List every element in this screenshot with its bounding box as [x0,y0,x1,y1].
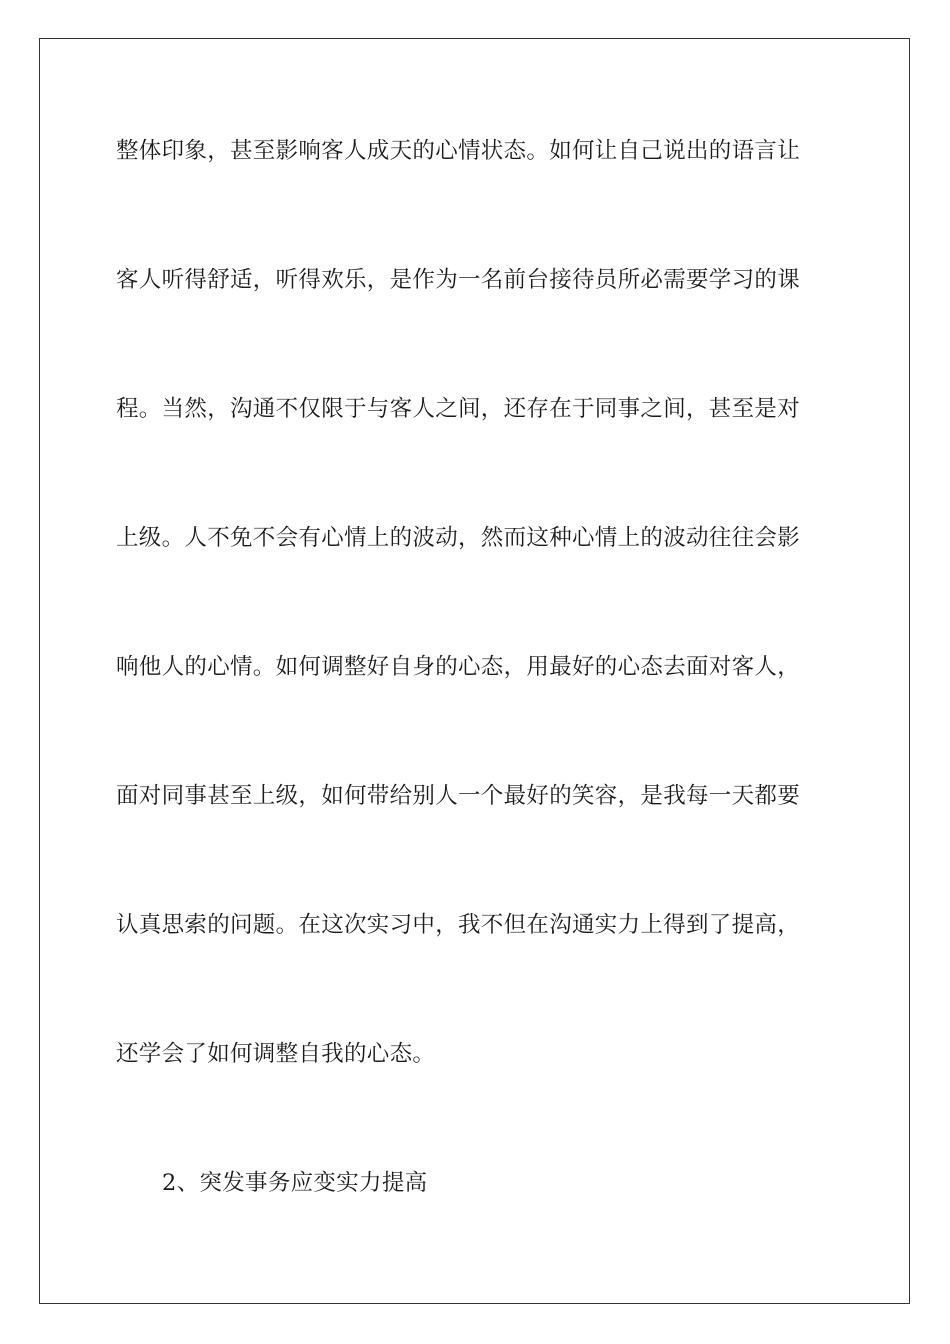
paragraph-line-4: 上级。人不免不会有心情上的波动，然而这种心情上的波动往往会影 [116,525,801,551]
paragraph-line-1: 整体印象，甚至影响客人成天的心情状态。如何让自己说出的语言让 [116,138,801,164]
paragraph-line-3: 程。当然，沟通不仅限于与客人之间，还存在于同事之间，甚至是对 [116,396,801,422]
section-heading: 2、突发事务应变实力提高 [162,1170,428,1196]
paragraph-line-8: 还学会了如何调整自我的心态。 [116,1041,436,1067]
paragraph-line-7: 认真思索的问题。在这次实习中，我不但在沟通实力上得到了提高， [116,912,801,938]
paragraph-line-2: 客人听得舒适，听得欢乐，是作为一名前台接待员所必需要学习的课 [116,267,801,293]
paragraph-line-5: 响他人的心情。如何调整好自身的心态，用最好的心态去面对客人， [116,654,801,680]
paragraph-line-6: 面对同事甚至上级，如何带给别人一个最好的笑容，是我每一天都要 [116,783,801,809]
